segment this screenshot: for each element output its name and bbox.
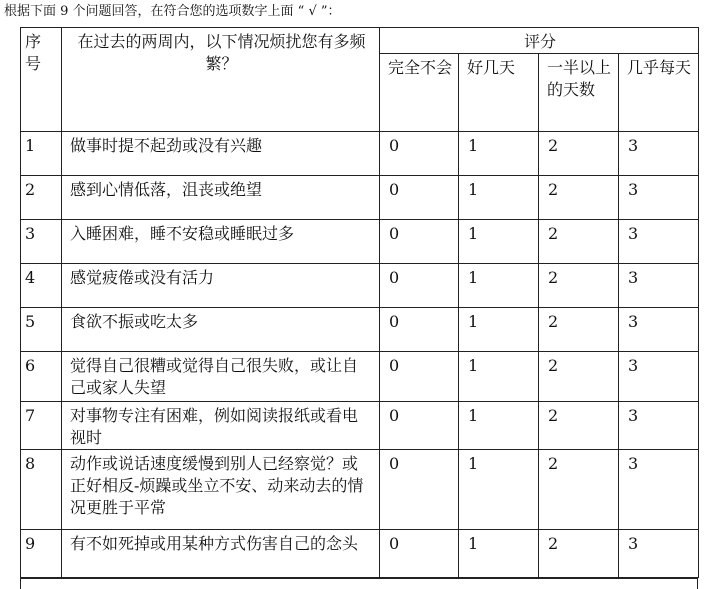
question-text: 感到心情低落，沮丧或绝望 bbox=[62, 176, 380, 220]
question-text: 对事物专注有困难，例如阅读报纸或看电视时 bbox=[62, 402, 380, 450]
question-number: 3 bbox=[21, 220, 62, 264]
score-option[interactable]: 2 bbox=[539, 530, 619, 578]
score-option[interactable]: 0 bbox=[380, 308, 459, 352]
question-number: 2 bbox=[21, 176, 62, 220]
question-text: 有不如死掉或用某种方式伤害自己的念头 bbox=[62, 530, 380, 578]
score-option[interactable]: 1 bbox=[459, 450, 539, 530]
score-option[interactable]: 2 bbox=[539, 352, 619, 402]
question-text: 动作或说话速度缓慢到别人已经察觉？或正好相反-烦躁或坐立不安、动来动去的情况更胜于平常 bbox=[62, 450, 380, 530]
instruction-text: 根据下面 9 个问题回答，在符合您的选项数字上面 “ √ ”： bbox=[4, 4, 341, 19]
score-option[interactable]: 0 bbox=[380, 220, 459, 264]
score-option[interactable]: 0 bbox=[380, 352, 459, 402]
question-number: 7 bbox=[21, 402, 62, 450]
score-option[interactable]: 0 bbox=[380, 132, 459, 176]
score-option[interactable]: 1 bbox=[459, 220, 539, 264]
score-option[interactable]: 2 bbox=[539, 264, 619, 308]
table-row bbox=[21, 308, 699, 352]
score-option[interactable]: 2 bbox=[539, 450, 619, 530]
score-option[interactable]: 0 bbox=[380, 402, 459, 450]
score-option[interactable]: 1 bbox=[459, 352, 539, 402]
index-header: 序号 bbox=[21, 28, 62, 132]
table-row bbox=[21, 352, 699, 402]
question-text: 入睡困难，睡不安稳或睡眠过多 bbox=[62, 220, 380, 264]
question-text: 感觉疲倦或没有活力 bbox=[62, 264, 380, 308]
question-number: 5 bbox=[21, 308, 62, 352]
score-option[interactable]: 3 bbox=[619, 308, 699, 352]
table-row bbox=[21, 450, 699, 530]
option-header: 完全不会 bbox=[380, 54, 459, 132]
table-row bbox=[21, 402, 699, 450]
score-option[interactable]: 2 bbox=[539, 220, 619, 264]
score-option[interactable]: 3 bbox=[619, 220, 699, 264]
option-header: 好几天 bbox=[459, 54, 539, 132]
option-header: 几乎每天 bbox=[619, 54, 699, 132]
score-option[interactable]: 1 bbox=[459, 530, 539, 578]
question-text: 食欲不振或吃太多 bbox=[62, 308, 380, 352]
table-row bbox=[21, 132, 699, 176]
score-option[interactable]: 2 bbox=[539, 132, 619, 176]
score-option[interactable]: 3 bbox=[619, 264, 699, 308]
score-option[interactable]: 3 bbox=[619, 530, 699, 578]
question-number: 1 bbox=[21, 132, 62, 176]
score-option[interactable]: 3 bbox=[619, 132, 699, 176]
table-row bbox=[21, 176, 699, 220]
table-row bbox=[21, 530, 699, 578]
question-text: 觉得自己很糟或觉得自己很失败，或让自己或家人失望 bbox=[62, 352, 380, 402]
score-option[interactable]: 1 bbox=[459, 176, 539, 220]
score-option[interactable]: 1 bbox=[459, 132, 539, 176]
score-option[interactable]: 1 bbox=[459, 264, 539, 308]
question-number: 6 bbox=[21, 352, 62, 402]
question-number: 9 bbox=[21, 530, 62, 578]
option-header: 一半以上的天数 bbox=[539, 54, 619, 132]
score-option[interactable]: 2 bbox=[539, 308, 619, 352]
question-text: 做事时提不起劲或没有兴趣 bbox=[62, 132, 380, 176]
score-option[interactable]: 2 bbox=[539, 402, 619, 450]
question-number: 8 bbox=[21, 450, 62, 530]
phq9-table bbox=[20, 27, 699, 578]
score-option[interactable]: 0 bbox=[380, 176, 459, 220]
score-option[interactable]: 0 bbox=[380, 450, 459, 530]
table-row bbox=[21, 264, 699, 308]
score-option[interactable]: 1 bbox=[459, 402, 539, 450]
question-number: 4 bbox=[21, 264, 62, 308]
score-option[interactable]: 3 bbox=[619, 402, 699, 450]
question-rows bbox=[21, 132, 699, 578]
table-row bbox=[21, 220, 699, 264]
rating-header: 评分 bbox=[380, 28, 699, 54]
score-option[interactable]: 0 bbox=[380, 264, 459, 308]
score-option[interactable]: 3 bbox=[619, 176, 699, 220]
score-option[interactable]: 2 bbox=[539, 176, 619, 220]
score-option[interactable]: 0 bbox=[380, 530, 459, 578]
score-option[interactable]: 3 bbox=[619, 352, 699, 402]
question-header: 在过去的两周内，以下情况烦扰您有多频繁？ bbox=[62, 28, 380, 132]
score-option[interactable]: 3 bbox=[619, 450, 699, 530]
continued-table-edge bbox=[20, 578, 698, 589]
score-option[interactable]: 1 bbox=[459, 308, 539, 352]
